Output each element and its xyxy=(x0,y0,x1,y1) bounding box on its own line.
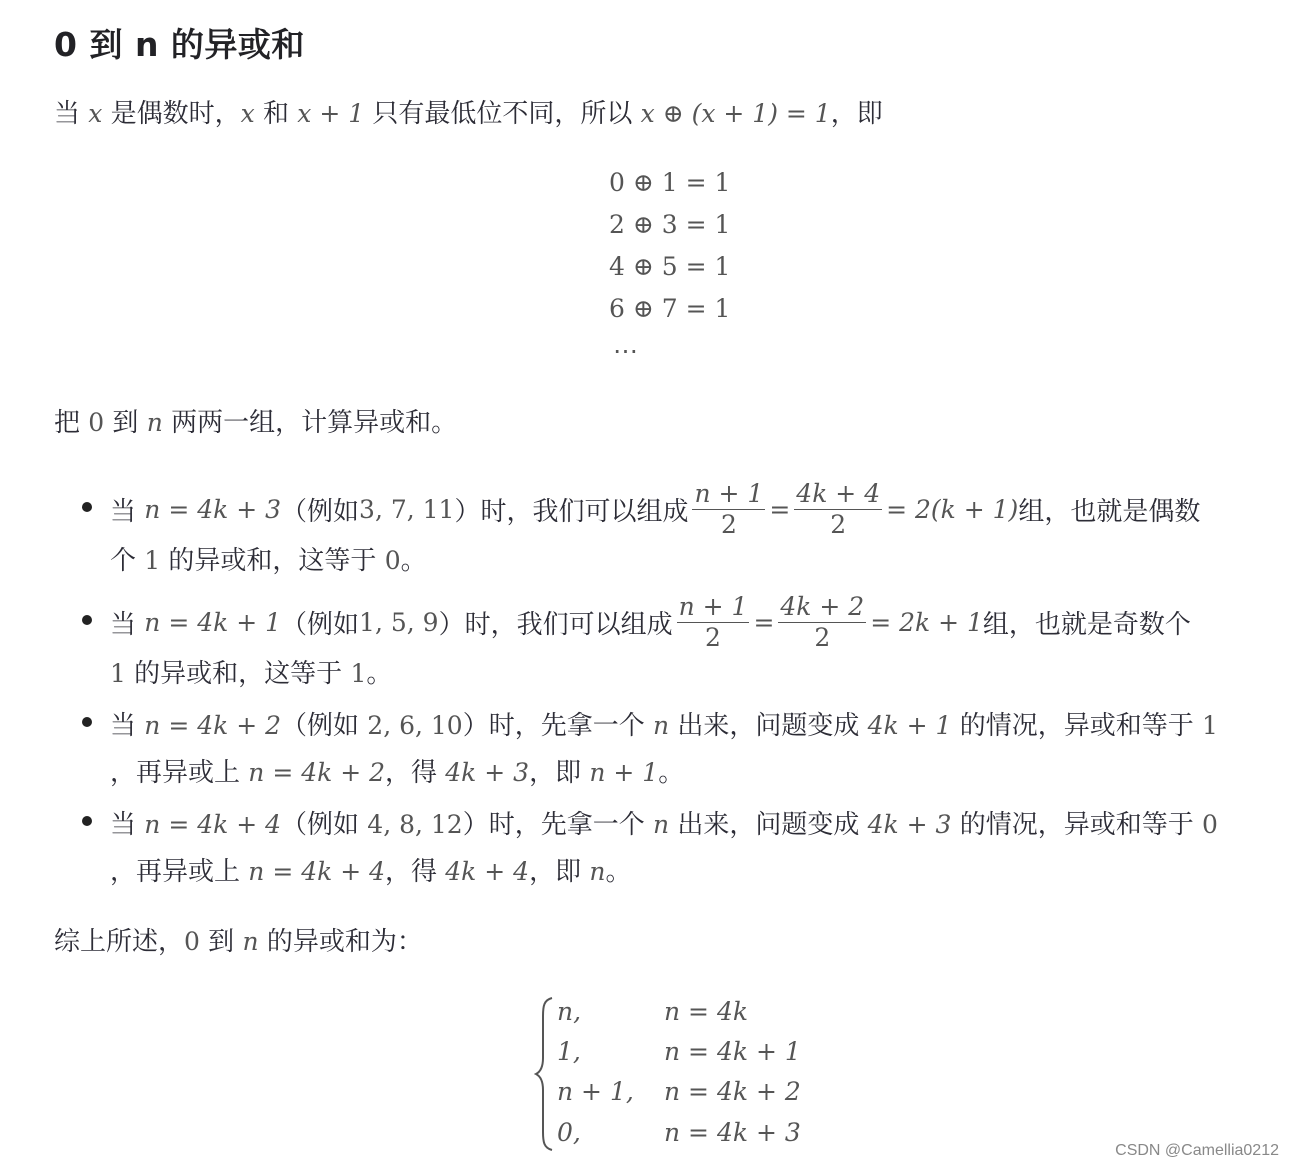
math-op: = xyxy=(769,494,791,524)
math-expr: 4k + 4 xyxy=(445,857,530,886)
list-item-line2 xyxy=(110,752,684,789)
math-var: n xyxy=(652,810,670,839)
watermark: CSDN @Camellia0212 xyxy=(1115,1142,1279,1159)
math-expr: n + 1 xyxy=(589,758,659,787)
group-paragraph xyxy=(54,405,457,441)
case-condition: n = 4k + 3 xyxy=(664,1118,801,1147)
case-value: n, xyxy=(557,997,582,1026)
text: ，再异或上 xyxy=(110,758,249,788)
math-var: n xyxy=(146,408,163,437)
text: （例如 xyxy=(281,496,360,527)
math-expr: n = 4k + 4 xyxy=(248,857,386,886)
math-expr: n = 4k + 2 xyxy=(248,758,386,787)
case-value: 0, xyxy=(557,1118,581,1147)
pair-equations xyxy=(609,162,730,372)
case-condition: n = 4k + 1 xyxy=(664,1037,801,1066)
text: ，即 xyxy=(830,99,883,129)
math-expr: 2, 6, 10 xyxy=(367,711,463,740)
text: ，得 xyxy=(385,857,446,887)
case-value: n + 1, xyxy=(557,1077,634,1106)
text: ，再异或上 xyxy=(110,857,249,887)
numerator: 4k + 2 xyxy=(780,591,865,621)
text: 综上所述， xyxy=(54,927,185,957)
text: 把 xyxy=(54,408,89,438)
summary-paragraph xyxy=(54,924,423,960)
text: 。 xyxy=(400,546,427,576)
math-num: 1 xyxy=(110,659,126,688)
text: 到 xyxy=(104,408,147,438)
math-expr: 4, 8, 12 xyxy=(367,810,463,839)
math-var: n xyxy=(652,711,670,740)
math-expr: n = 4k + 1 xyxy=(144,607,282,637)
text: 当 xyxy=(110,609,137,640)
math-expr: n xyxy=(589,857,606,886)
equation: 6 ⊕ 7 = 1 xyxy=(609,294,731,323)
numerator: n + 1 xyxy=(694,478,764,508)
text: 出来，问题变成 xyxy=(669,711,868,741)
math-num: 1 xyxy=(1201,711,1218,740)
text: ）时，我们可以组成 xyxy=(438,609,673,640)
text: 。 xyxy=(658,758,685,788)
text: 的异或和，这等于 xyxy=(160,546,385,576)
case-value: 1, xyxy=(557,1037,581,1066)
numerator: n + 1 xyxy=(678,591,748,621)
math-expr: 4k + 3 xyxy=(867,810,952,839)
text: ，即 xyxy=(529,758,590,788)
list-item xyxy=(110,804,1218,841)
denominator: 2 xyxy=(720,509,737,539)
text: ）时，我们可以组成 xyxy=(454,496,689,527)
math-var: n xyxy=(242,927,259,956)
case-condition: n = 4k + 2 xyxy=(664,1077,801,1106)
text: 当 xyxy=(54,99,89,129)
bullet xyxy=(82,502,92,512)
math-num: 0 xyxy=(384,546,401,575)
math-expr: 4k + 3 xyxy=(445,758,530,787)
text: 。 xyxy=(605,857,632,887)
left-brace-icon xyxy=(534,996,554,1152)
text: （例如 xyxy=(281,810,368,840)
fraction xyxy=(794,479,882,540)
text: 当 xyxy=(110,711,137,741)
math-num: 0 xyxy=(88,408,105,437)
math-num: 1 xyxy=(144,546,161,575)
text: 当 xyxy=(110,496,137,527)
denominator: 2 xyxy=(814,622,831,652)
text: ，即 xyxy=(529,857,590,887)
page-title: 0 到 n 的异或和 xyxy=(54,25,305,64)
bullet xyxy=(82,717,92,727)
math-expr: 1, 5, 9 xyxy=(359,607,439,637)
text: 当 xyxy=(110,810,137,840)
text: （例如 xyxy=(281,711,368,741)
list-item xyxy=(110,474,1200,544)
denominator: 2 xyxy=(705,622,721,652)
text: 组，也就是偶数 xyxy=(1018,496,1201,527)
equation: 4 ⊕ 5 = 1 xyxy=(609,252,731,281)
text: 的异或和为： xyxy=(258,927,423,957)
list-item-line2 xyxy=(110,851,631,888)
math-expr: x + 1 xyxy=(297,99,365,128)
math-expr: = 2(k + 1) xyxy=(886,494,1019,524)
text: 出来，问题变成 xyxy=(669,810,868,840)
text: 组，也就是奇数个 xyxy=(982,609,1191,640)
text: 和 xyxy=(254,99,298,129)
text: 两两一组，计算异或和。 xyxy=(162,408,458,438)
text: 。 xyxy=(366,659,393,689)
math-expr: 4k + 1 xyxy=(867,711,952,740)
math-expr: 3, 7, 11 xyxy=(359,494,455,524)
text: 的情况，异或和等于 xyxy=(951,810,1202,840)
text: 是偶数时， xyxy=(102,99,241,129)
math-var: x xyxy=(88,99,103,128)
text: 的情况，异或和等于 xyxy=(951,711,1202,741)
equation: 0 ⊕ 1 = 1 xyxy=(609,168,731,197)
text: ）时，先拿一个 xyxy=(462,711,653,741)
ellipsis: ⋯ xyxy=(613,336,638,365)
text: （例如 xyxy=(281,609,360,640)
intro-paragraph xyxy=(54,96,883,132)
fraction xyxy=(692,479,765,540)
numerator: 4k + 4 xyxy=(796,478,881,508)
list-item-line2 xyxy=(110,540,427,577)
text: 到 xyxy=(199,927,243,957)
fraction xyxy=(778,592,866,653)
text: 个 xyxy=(110,546,145,576)
list-item xyxy=(110,587,1191,657)
math-num: 0 xyxy=(184,927,200,956)
list-item xyxy=(110,705,1218,742)
math-expr: n = 4k + 2 xyxy=(144,711,282,740)
math-num: 1 xyxy=(350,659,367,688)
text: ，得 xyxy=(385,758,446,788)
denominator: 2 xyxy=(830,509,847,539)
math-num: 0 xyxy=(1201,810,1218,839)
math-expr: x ⊕ (x + 1) = 1 xyxy=(640,99,831,128)
text: ）时，先拿一个 xyxy=(462,810,653,840)
math-expr: n = 4k + 4 xyxy=(144,810,282,839)
text: 的异或和，这等于 xyxy=(125,659,351,689)
math-expr: = 2k + 1 xyxy=(870,607,983,637)
fraction xyxy=(677,592,750,653)
bullet xyxy=(82,615,92,625)
math-expr: n = 4k + 3 xyxy=(144,494,282,524)
math-op: = xyxy=(753,607,775,637)
list-item-line2 xyxy=(110,653,392,690)
equation: 2 ⊕ 3 = 1 xyxy=(609,210,731,239)
bullet xyxy=(82,816,92,826)
case-condition: n = 4k xyxy=(664,997,748,1026)
math-var: x xyxy=(240,99,255,128)
text: 只有最低位不同，所以 xyxy=(364,99,641,129)
